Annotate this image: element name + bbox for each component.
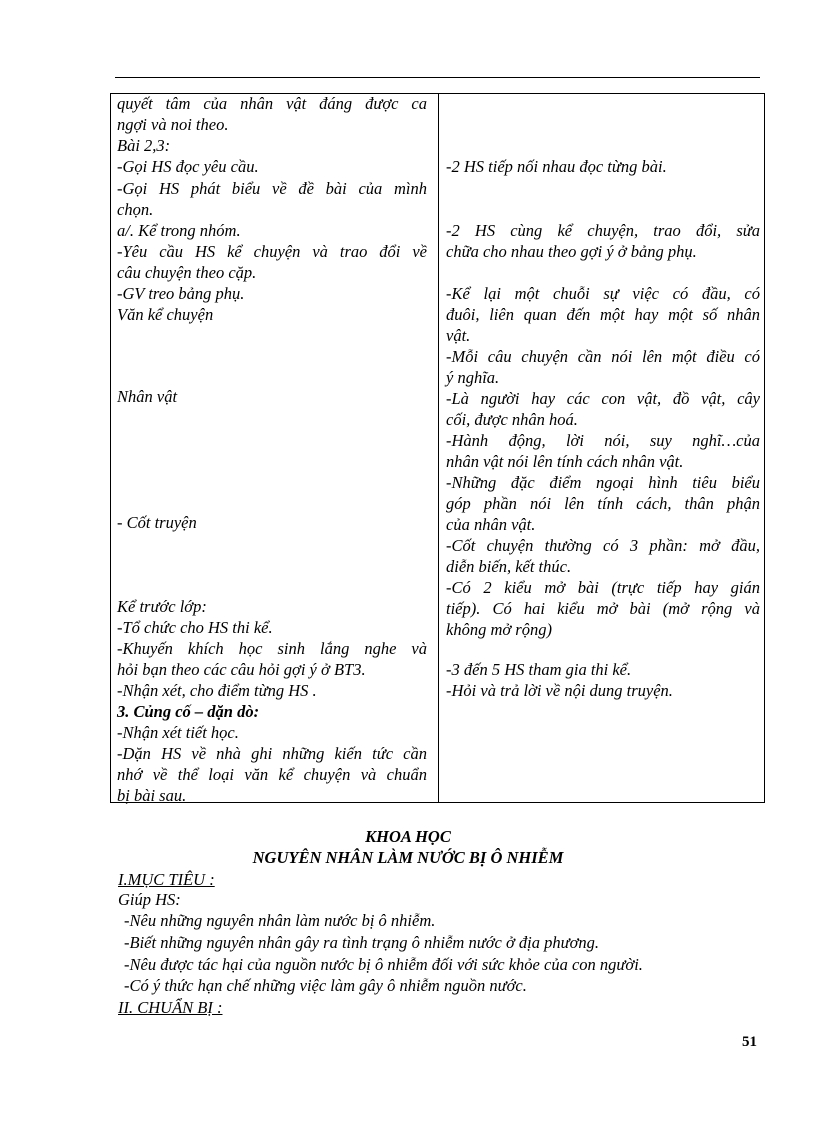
objective-item: -Biết những nguyên nhân gây ra tình trạng ô nhiễm nước ở địa phương. — [124, 933, 600, 952]
left-line: nhớ về thể loại văn kể chuyện và chuẩn — [117, 765, 427, 784]
right-line: của nhân vật. — [446, 515, 536, 534]
right-line: -Kể lại một chuỗi sự việc có đầu, có — [446, 284, 760, 303]
left-line: 3. Củng cố – dặn dò: — [117, 702, 260, 721]
right-line: -2 HS cùng kể chuyện, trao đổi, sửa — [446, 221, 760, 240]
intro-text: Giúp HS: — [118, 890, 181, 909]
right-line: không mở rộng) — [446, 620, 552, 639]
left-line: -Gọi HS đọc yêu cầu. — [117, 157, 259, 176]
right-line: đuôi, liên quan đến một hay một số nhân — [446, 305, 760, 324]
column-divider — [438, 94, 439, 802]
left-line: hỏi bạn theo các câu hỏi gợi ý ở BT3. — [117, 660, 366, 679]
left-line: -Gọi HS phát biểu về đề bài của mình — [117, 179, 427, 198]
left-line: -Dặn HS về nhà ghi những kiến tức cần — [117, 744, 427, 763]
left-line: ngợi và noi theo. — [117, 115, 229, 134]
right-line: cối, được nhân hoá. — [446, 410, 578, 429]
right-line: -3 đến 5 HS tham gia thi kể. — [446, 660, 632, 679]
right-line: -Hỏi và trả lời về nội dung truyện. — [446, 681, 673, 700]
left-line: -Khuyến khích học sinh lắng nghe và — [117, 639, 427, 658]
left-line: -Nhận xét tiết học. — [117, 723, 239, 742]
right-line: -Là người hay các con vật, đồ vật, cây — [446, 389, 760, 408]
header-rule — [115, 77, 760, 78]
page-number: 51 — [742, 1034, 757, 1050]
right-line: chữa cho nhau theo gợi ý ở bảng phụ. — [446, 242, 697, 261]
left-line: chọn. — [117, 200, 154, 219]
right-line: góp phần nói lên tính cách, thân phận — [446, 494, 760, 513]
lesson-table — [110, 93, 765, 803]
left-line: a/. Kể trong nhóm. — [117, 221, 241, 240]
right-line: ý nghĩa. — [446, 368, 500, 387]
left-line: -Yêu cầu HS kể chuyện và trao đổi về — [117, 242, 427, 261]
left-line: bị bài sau. — [117, 786, 187, 805]
left-line: -Nhận xét, cho điểm từng HS . — [117, 681, 317, 700]
right-line: -Những đặc điểm ngoại hình tiêu biểu — [446, 473, 760, 492]
objective-item: -Có ý thức hạn chế những việc làm gây ô nhiễm nguồn nước. — [124, 976, 527, 995]
right-line: -2 HS tiếp nối nhau đọc từng bài. — [446, 157, 667, 176]
right-line: -Mỗi câu chuyện cần nói lên một điều có — [446, 347, 760, 366]
left-line: -GV treo bảng phụ. — [117, 284, 245, 303]
right-line: -Cốt chuyện thường có 3 phần: mở đầu, — [446, 536, 760, 555]
right-line: -Có 2 kiểu mở bài (trực tiếp hay gián — [446, 578, 760, 597]
right-line: diễn biến, kết thúc. — [446, 557, 572, 576]
right-line: vật. — [446, 326, 471, 345]
right-line: nhân vật nói lên tính cách nhân vật. — [446, 452, 684, 471]
left-line: Nhân vật — [117, 387, 178, 406]
left-line: Kể trước lớp: — [117, 597, 207, 616]
objectives-heading: I.MỤC TIÊU : — [118, 870, 215, 889]
left-line: Bài 2,3: — [117, 136, 171, 155]
objective-item: -Nêu được tác hại của nguồn nước bị ô nhiễm đối với sức khỏe của con người. — [124, 955, 643, 974]
lesson-title: NGUYÊN NHÂN LÀM NƯỚC BỊ Ô NHIỄM — [252, 848, 564, 867]
left-line: câu chuyện theo cặp. — [117, 263, 257, 282]
left-line: quyết tâm của nhân vật đáng được ca — [117, 94, 427, 113]
prep-heading: II. CHUẨN BỊ : — [118, 998, 223, 1017]
objective-item: -Nêu những nguyên nhân làm nước bị ô nhiễm. — [124, 911, 436, 930]
left-line: Văn kể chuyện — [117, 305, 214, 324]
right-line: tiếp). Có hai kiểu mở bài (mở rộng và — [446, 599, 760, 618]
subject-heading: KHOA HỌC — [365, 827, 451, 846]
right-line: -Hành động, lời nói, suy nghĩ…của — [446, 431, 760, 450]
left-line: - Cốt truyện — [117, 513, 197, 532]
left-line: -Tổ chức cho HS thi kể. — [117, 618, 273, 637]
